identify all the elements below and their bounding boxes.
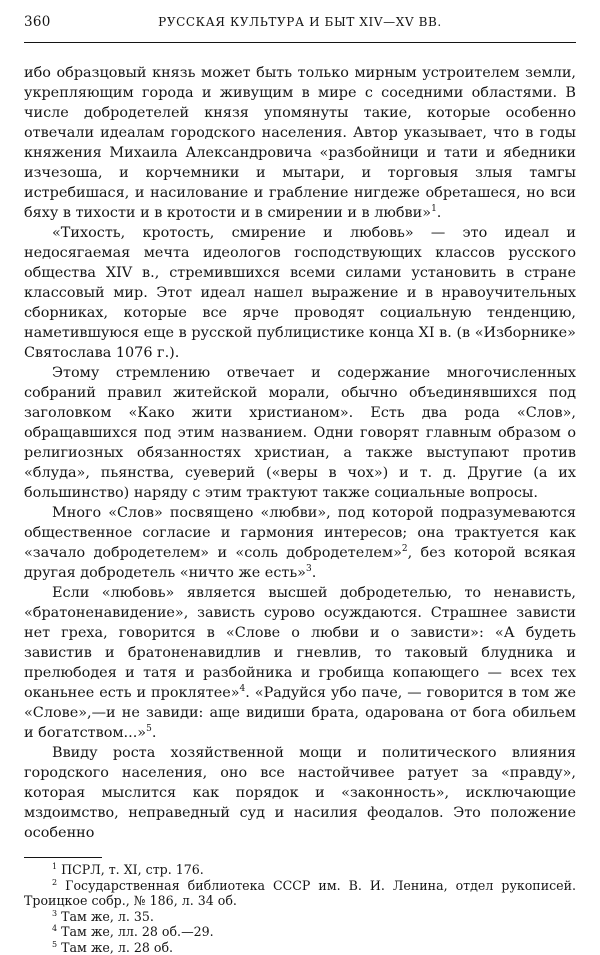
footnote-number: 5 bbox=[52, 939, 57, 948]
footnote-text: Там же, л. 35. bbox=[61, 909, 154, 924]
paragraph-text: . «Радуйся убо паче, — говорится в том же «Слове»,—и не завиди: аще видиши брата, одарована от бога обильем и богатством...» bbox=[24, 685, 576, 741]
footnote bbox=[24, 909, 576, 925]
paragraph-text: Если «любовь» является высшей добродетелью, то ненависть, «братоненавидение», зависть сурово осуждаются. Страшнее зависти нет греха, говорится в «Слове о любви и о зависти»: «А будеть завистив и братоненавидлив и гневлив, то таковый блудника и прелюбодея и татя и разбойника и гробища копающего — всех тех оканьнее есть и проклятее» bbox=[24, 585, 576, 701]
footnote-text: Государственная библиотека СССР им. В. И. Ленина, отдел рукописей. Троицкое собр., № 186, л. 34 об. bbox=[24, 878, 576, 909]
paragraph-text: ибо образцовый князь может быть только мирным устроителем земли, укрепляющим города и живущим в мире с соседними областями. В числе добродетелей князя упомянуты такие, которые особенно отвечали идеалам городского населения. Автор указывает, что в годы княжения Михаила Александровича «разбойници и тати и ябедники изчезоша, и корчемники и мытари, и торговыя злыя тамгы истребишася, и насилование и грабление нигдеже обреташеся, но вси бяху в тихости и в кротости и в смирении и в любви» bbox=[24, 65, 576, 221]
page-number: 360 bbox=[24, 14, 64, 30]
footnote bbox=[24, 878, 576, 909]
paragraph-text: «Тихость, кротость, смирение и любовь» — это идеал и недосягаемая мечта идеологов господствующих классов русского общества XIV в., стремившихся всеми силами установить в стране классовый мир. Этот идеал нашел выражение и в нравоучительных сборниках, которые все ярче проводят социальную тенденцию, наметившуюся еще в русской публицистике конца XI в. (в «Изборнике» Святослава 1076 г.). bbox=[24, 225, 576, 361]
running-title: РУССКАЯ КУЛЬТУРА И БЫТ XIV—XV ВВ. bbox=[64, 15, 576, 29]
footnote-number: 2 bbox=[52, 877, 57, 886]
footnote-ref: 3 bbox=[306, 564, 312, 574]
paragraph bbox=[24, 223, 576, 363]
paragraph-text: Ввиду роста хозяйственной мощи и политического влияния городского населения, оно все настойчивее ратует за «правду», которая мыслится как порядок и «законность», исключающие мздоимство, неправедный суд и насилия феодалов. Это положение особенно bbox=[24, 745, 576, 841]
footnote bbox=[24, 924, 576, 940]
footnote-ref: 1 bbox=[431, 204, 437, 214]
paragraph-text: Этому стремлению отвечает и содержание многочисленных собраний правил житейской морали, обычно объединявшихся под заголовком «Како жити христианом». Есть два рода «Слов», обращавшихся под этим названием. Одни говорят главным образом о религиозных обязанностях христиан, а также выступают против «блуда», пьянства, суеверий («веры в чох») и т. д. Другие (а их большинство) наряду с этим трактуют также социальные вопросы. bbox=[24, 365, 576, 501]
footnotes bbox=[24, 862, 576, 955]
main-text bbox=[24, 63, 576, 843]
footnote-number: 4 bbox=[52, 924, 57, 933]
footnote bbox=[24, 862, 576, 878]
footnote-number: 1 bbox=[52, 862, 57, 871]
paragraph-text: . bbox=[437, 205, 442, 221]
footnote-ref: 5 bbox=[146, 724, 152, 734]
paragraph-text: . bbox=[312, 565, 317, 581]
footnote-text: ПСРЛ, т. XI, стр. 176. bbox=[61, 862, 204, 877]
paragraph bbox=[24, 63, 576, 223]
running-header bbox=[24, 14, 576, 43]
paragraph bbox=[24, 363, 576, 503]
paragraph-text: , без которой всякая другая добродетель «ничто же есть» bbox=[24, 545, 576, 581]
paragraph bbox=[24, 743, 576, 843]
footnote-text: Там же, л. 28 об. bbox=[61, 940, 173, 955]
paragraph bbox=[24, 583, 576, 743]
paragraph bbox=[24, 503, 576, 583]
paragraph-text: . bbox=[152, 725, 157, 741]
footnote-ref: 2 bbox=[402, 544, 408, 554]
footnote-ref: 4 bbox=[240, 684, 246, 694]
paragraph-text: Много «Слов» посвящено «любви», под которой подразумеваются общественное согласие и гармония интересов; она трактуется как «зачало добродетелем» и «соль добродетелем» bbox=[24, 505, 576, 561]
footnote-text: Там же, лл. 28 об.—29. bbox=[61, 924, 214, 939]
book-page bbox=[24, 14, 576, 955]
footnote-number: 3 bbox=[52, 908, 57, 917]
footnote-separator bbox=[24, 857, 102, 858]
